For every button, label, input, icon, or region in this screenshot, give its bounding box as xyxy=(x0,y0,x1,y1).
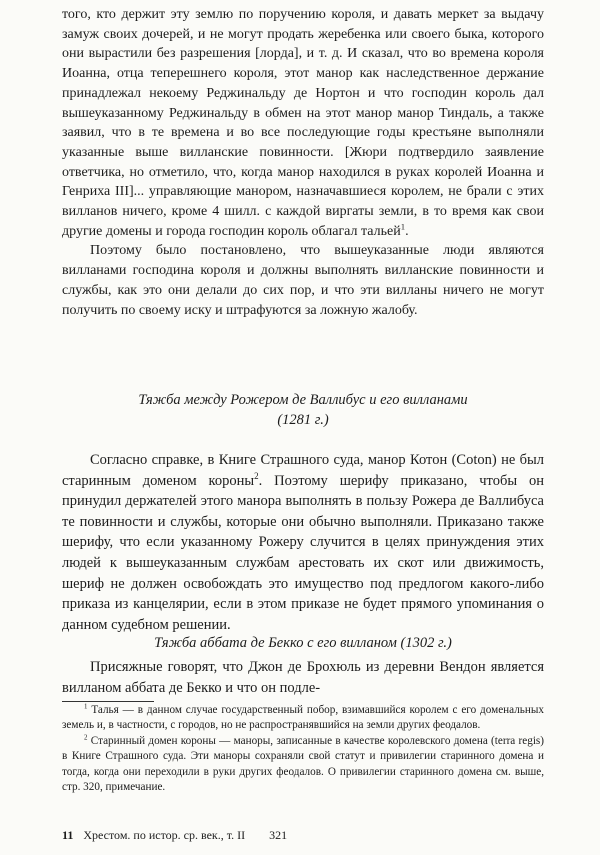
section-heading xyxy=(62,390,544,430)
book-title: Хрестом. по истор. ср. век., т. II xyxy=(83,828,246,842)
footnote: $^1$ Талья — в данном случае государственный побор, взимавшийся королем с его доменальных земель и, в частности, с городов, но не распространявшийся на земли других феодалов. xyxy=(62,702,545,732)
heading-title: Тяжба между Рожером де Валлибус и его вилланами xyxy=(138,392,468,408)
footnote-ref: 1 xyxy=(400,221,406,232)
footnotes xyxy=(62,703,544,795)
footnote: $^2$ Старинный домен короны — маноры, записанные в качестве королевского домена (terra regis) в Книге Страшного суда. Эти маноры сохраняли свой статут и привилегии старинного домена и тогда, когда они переходили в руки других феодалов. О привилегии старинного домена см. выше, стр. 320, примечание. xyxy=(62,733,545,794)
section-heading xyxy=(62,633,544,653)
section-1-text xyxy=(62,5,544,320)
footnote-ref: 2 xyxy=(254,470,259,481)
paragraph: того, кто держит эту землю по поручению короля, и давать меркет за выдачу замуж своих дочерей, и не могут продать жеребенка или своего быка, которого они вырастили без разрешения [лорда], и т. д. И сказал, что во времена короля Иоанна, отца теперешнего короля, этот манор как наследственное держание принадлежал некоему Реджинальду де Нортон и что господин король дал вышеуказанному Реджинальду в обмен на этот манор манор Тиндаль, а также заявил, что в те времена и во все последующие годы крестьяне выполняли указанные выше вилланские повинности. [Жюри подтвердило заявление ответчика, но отметило, что, когда манор находился в руках королей Иоанна и Генриха III]... управляющие манором, назначавшиеся королем, не брали с этих вилланов ничего, кроме 4 шилл. с каждой виргаты земли, в то время как свои другие домены и города господин король облагал тальей$^1$. xyxy=(62,7,544,239)
page-number: 321 xyxy=(269,828,288,842)
heading-title: Тяжба аббата де Бекко с его вилланом (1302 г.) xyxy=(154,635,452,651)
signature-mark: 11 xyxy=(62,828,74,842)
section-2-text xyxy=(62,450,544,635)
paragraph: Присяжные говорят, что Джон де Брохюль из деревни Вендон является вилланом аббата де Бекко и что он подле- xyxy=(62,659,544,696)
heading-date: (1281 г.) xyxy=(277,412,329,428)
footnote-divider xyxy=(62,701,154,702)
section-3-text xyxy=(62,657,544,698)
paragraph: Поэтому было постановлено, что вышеуказанные люди являются вилланами господина короля и должны выполнять вилланские повинности и службы, как это они делали до сих пор, и что эти вилланы ничего не могут получить по своему иску и штрафуются за ложную жалобу. xyxy=(62,243,544,318)
paragraph: Согласно справке, в Книге Страшного суда, манор Котон (Coton) не был старинным доменом короны$^2$. Поэтому шерифу приказано, чтобы он принудил держателей этого манора выполнять в пользу Рожера де Валлибуса те повинности и службы, которые они обычно выполняли. Приказано также шерифу, что если указанному Рожеру случится в целях принуждения этих людей к вышеуказанным службам арестовать их скот или движимость, шериф не должен освобождать это имущество под предлогом какого-либо приказа из канцелярии, если в этом приказе не будет прямого упоминания о данном судебном решении. xyxy=(62,452,544,633)
page-footer xyxy=(62,827,544,843)
